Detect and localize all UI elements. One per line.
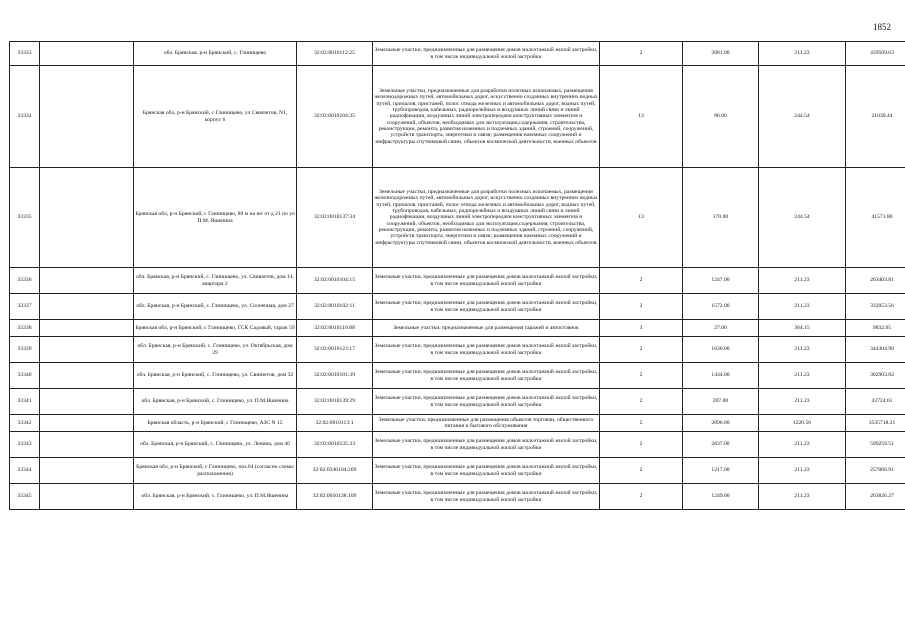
cell-id: 33338 (10, 320, 40, 337)
cell-area: 86.00 (683, 66, 759, 168)
cell-cadastral-value: 344304.90 (846, 337, 905, 363)
cell-cadastral-number: 32:02:0010102:11 (297, 294, 373, 320)
table-row (10, 42, 905, 66)
cell-area: 2837.00 (683, 432, 759, 458)
cell-address: Брянская обл, р-н Брянский, с Глинищево, 80 м на юг от д 21 по ул П.М. Яшенина (134, 168, 297, 268)
table-row (10, 168, 905, 268)
table-row (10, 432, 905, 458)
cell-empty (40, 458, 134, 484)
cell-specific-value: 1220.56 (759, 415, 846, 432)
table-row (10, 389, 905, 415)
cell-cadastral-number: 32:02:0010112:25 (297, 42, 373, 66)
cell-use-group: 2 (600, 458, 683, 484)
cell-area: 1247.00 (683, 268, 759, 294)
cell-area: 207.00 (683, 389, 759, 415)
cell-land-use: Земельные участки, предназначенные для размещения домов малоэтажной жилой застройки, в том числе индивидуальной жилой застройки (373, 268, 600, 294)
cell-use-group: 5 (600, 415, 683, 432)
cell-cadastral-value: 257066.91 (846, 458, 905, 484)
cell-use-group: 2 (600, 484, 683, 510)
cell-cadastral-value: 3535718.21 (846, 415, 905, 432)
cell-cadastral-value: 43724.61 (846, 389, 905, 415)
cell-cadastral-number: 32:02:0010101:39 (297, 363, 373, 389)
cell-cadastral-value: 263403.81 (846, 268, 905, 294)
cell-land-use: Земельные участки, предназначенные для размещения домов малоэтажной жилой застройки, в том числе индивидуальной жилой застройки (373, 389, 600, 415)
cell-id: 33336 (10, 268, 40, 294)
cell-empty (40, 294, 134, 320)
cell-id: 33333 (10, 42, 40, 66)
land-registry-table (9, 41, 905, 510)
cell-address: обл. Брянская, р-н Брянский, с. Глинищево, ул. Октябрьская, дом 29 (134, 337, 297, 363)
cell-use-group: 13 (600, 66, 683, 168)
cell-land-use: Земельные участки, предназначенные для размещения домов малоэтажной жилой застройки, в том числе индивидуальной жилой застройки (373, 363, 600, 389)
cell-specific-value: 211.23 (759, 268, 846, 294)
cell-specific-value: 211.23 (759, 389, 846, 415)
cell-land-use: Земельные участки, предназначенные для размещения домов малоэтажной жилой застройки, в том числе индивидуальной жилой застройки (373, 432, 600, 458)
cell-empty (40, 389, 134, 415)
cell-cadastral-value: 332053.56 (846, 294, 905, 320)
table-row (10, 66, 905, 168)
cell-land-use: Земельные участки, предназначенные для размещения домов малоэтажной жилой застройки, в том числе индивидуальной жилой застройки (373, 484, 600, 510)
cell-specific-value: 211.23 (759, 42, 846, 66)
cell-empty (40, 337, 134, 363)
cell-cadastral-number: 32:02:0010116:88 (297, 320, 373, 337)
cell-use-group: 2 (600, 363, 683, 389)
cell-cadastral-number: 32:02:0010135:33 (297, 432, 373, 458)
cell-cadastral-value: 41571.80 (846, 168, 905, 268)
cell-cadastral-number: 32:02:0010137:34 (297, 168, 373, 268)
page-number: 1852 (873, 22, 891, 32)
cell-land-use: Земельные участки, предназначенные для размещения объектов торговли, общественного питания и бытового обслуживания (373, 415, 600, 432)
cell-cadastral-value: 439569.63 (846, 42, 905, 66)
cell-empty (40, 268, 134, 294)
table-row (10, 320, 905, 337)
table-row (10, 458, 905, 484)
cell-cadastral-value: 302903.82 (846, 363, 905, 389)
cell-address: обл. Брянская, р-н Брянский, с. Глинищево, ул. П.М.Яшенина (134, 389, 297, 415)
cell-address: обл. Брянская, р-н Брянский, с. Глинищево (134, 42, 297, 66)
cell-empty (40, 363, 134, 389)
cell-empty (40, 168, 134, 268)
cell-address: Брянская область, р-н Брянский, с Глинищево, АЗС N 15 (134, 415, 297, 432)
cell-specific-value: 211.23 (759, 432, 846, 458)
cell-land-use: Земельные участки, предназначенные для размещения домов малоэтажной жилой застройки, в том числе индивидуальной жилой застройки (373, 294, 600, 320)
cell-id: 33339 (10, 337, 40, 363)
cell-empty (40, 42, 134, 66)
cell-empty (40, 66, 134, 168)
cell-cadastral-number: 32:02:0010138:109 (297, 484, 373, 510)
cell-use-group: 3 (600, 320, 683, 337)
cell-id: 33335 (10, 168, 40, 268)
cell-cadastral-number: 32:02:0010123:17 (297, 337, 373, 363)
cell-area: 170.00 (683, 168, 759, 268)
table-row (10, 363, 905, 389)
cell-use-group: 2 (600, 268, 683, 294)
cell-address: обл. Брянская, р-н Брянский, с. Глинищево, ул. Солнечная, дом 27 (134, 294, 297, 320)
cell-specific-value: 211.23 (759, 363, 846, 389)
cell-specific-value: 211.23 (759, 484, 846, 510)
cell-area: 1249.00 (683, 484, 759, 510)
cell-id: 33345 (10, 484, 40, 510)
cell-cadastral-number: 32:02:0340104:269 (297, 458, 373, 484)
cell-use-group: 2 (600, 389, 683, 415)
cell-specific-value: 211.23 (759, 294, 846, 320)
cell-land-use: Земельные участки, предназначенные для размещения гаражей и автостоянок (373, 320, 600, 337)
cell-land-use: Земельные участки, предназначенные для разработки полезных ископаемых, размещения железнодорожных путей, автомобильных дорог, искусственно созданных внутренних водных путей, причалов, пристаней, полос отвода железных и автомобильных дорог, водных путей, трубопроводов, кабельных, радиорелейных и воздушных линий связи и линий радиофикации, воздушных линий электропередачи конструктивных элементов и сооружений, объектов, необходимых для эксплуатации,содержания, строительства, реконструкции, ремонта, развития наземных и подземных зданий, строений, сооружений, устройств транспорта, энергетики и связи; размещения наземных сооружений и инфраструктуры спутниковой связи, объектов космической деятельности, военных объектов (373, 168, 600, 268)
table-row (10, 337, 905, 363)
cell-area: 1217.00 (683, 458, 759, 484)
cell-area: 1630.00 (683, 337, 759, 363)
cell-cadastral-value: 263826.27 (846, 484, 905, 510)
cell-address: обл. Брянская, р-н Брянский, с. Глинищево, ул. Свиязетов, дом 14, квартира 2 (134, 268, 297, 294)
cell-empty (40, 484, 134, 510)
cell-land-use: Земельные участки, предназначенные для размещения домов малоэтажной жилой застройки, в том числе индивидуальной жилой застройки (373, 337, 600, 363)
cell-area: 27.00 (683, 320, 759, 337)
cell-address: Брянская обл, р-н Брянский, с Глинищево, ГСК Садовый, гараж 59 (134, 320, 297, 337)
cell-use-group: 2 (600, 337, 683, 363)
cell-id: 33344 (10, 458, 40, 484)
cell-specific-value: 244.54 (759, 168, 846, 268)
cell-use-group: 13 (600, 168, 683, 268)
cell-use-group: 2 (600, 294, 683, 320)
table-row (10, 294, 905, 320)
cell-id: 33337 (10, 294, 40, 320)
table-row (10, 415, 905, 432)
cell-area: 2081.00 (683, 42, 759, 66)
cell-cadastral-number: 32:02:0010104:35 (297, 66, 373, 168)
cell-empty (40, 415, 134, 432)
cell-area: 1434.00 (683, 363, 759, 389)
cell-empty (40, 432, 134, 458)
cell-land-use: Земельные участки, предназначенные для разработки полезных ископаемых, размещения железнодорожных путей, автомобильных дорог, искусственно созданных внутренних водных путей, причалов, пристаней, полос отвода железных и автомобильных дорог, водных путей, трубопроводов, кабельных, радиорелейных и воздушных линий связи и линий радиофикации, воздушных линий электропередачи конструктивных элементов и сооружений, объектов, необходимых для эксплуатации,содержания, строительства, реконструкции, ремонта, развития наземных и подземных зданий, строений, сооружений, устройств транспорта, энергетики и связи; размещения наземных сооружений и инфраструктуры спутниковой связи, объектов космической деятельности, военных объектов (373, 66, 600, 168)
cell-specific-value: 211.23 (759, 458, 846, 484)
cell-id: 33343 (10, 432, 40, 458)
cell-address: Брянская обл, р-н Брянский, с Глинищево, ул Свиязетов, N1, корпус 6 (134, 66, 297, 168)
cell-cadastral-value: 9832.05 (846, 320, 905, 337)
cell-address: Брянская обл, р-н Брянский, с Глинищево, поз.64 (согласно схемы расположения) (134, 458, 297, 484)
table-row (10, 268, 905, 294)
cell-use-group: 2 (600, 42, 683, 66)
registry-table-body (10, 42, 905, 510)
cell-id: 33341 (10, 389, 40, 415)
cell-land-use: Земельные участки, предназначенные для размещения домов малоэтажной жилой застройки, в том числе индивидуальной жилой застройки (373, 42, 600, 66)
cell-cadastral-value: 599259.51 (846, 432, 905, 458)
cell-cadastral-number: 32:02:0010139:29 (297, 389, 373, 415)
cell-cadastral-number: 32:02:0010113:1 (297, 415, 373, 432)
cell-use-group: 2 (600, 432, 683, 458)
cell-address: обл. Брянская, р-н Брянский, с. Глинищево, ул. Ленина, дом 46 (134, 432, 297, 458)
cell-address: обл. Брянская, р-н Брянский, с. Глинищево, ул. П.М.Яшенина (134, 484, 297, 510)
cell-id: 33342 (10, 415, 40, 432)
cell-specific-value: 244.54 (759, 66, 846, 168)
cell-area: 2896.80 (683, 415, 759, 432)
cell-specific-value: 364.15 (759, 320, 846, 337)
cell-id: 33334 (10, 66, 40, 168)
table-row (10, 484, 905, 510)
cell-land-use: Земельные участки, предназначенные для размещения домов малоэтажной жилой застройки, в том числе индивидуальной жилой застройки (373, 458, 600, 484)
cell-empty (40, 320, 134, 337)
cell-address: обл. Брянская, р-н Брянский, с. Глинищево, ул. Свиязетов, дом 32 (134, 363, 297, 389)
cell-cadastral-number: 32:02:0010104:15 (297, 268, 373, 294)
cell-cadastral-value: 21030.44 (846, 66, 905, 168)
cell-id: 33340 (10, 363, 40, 389)
cell-specific-value: 211.23 (759, 337, 846, 363)
cell-area: 1572.00 (683, 294, 759, 320)
